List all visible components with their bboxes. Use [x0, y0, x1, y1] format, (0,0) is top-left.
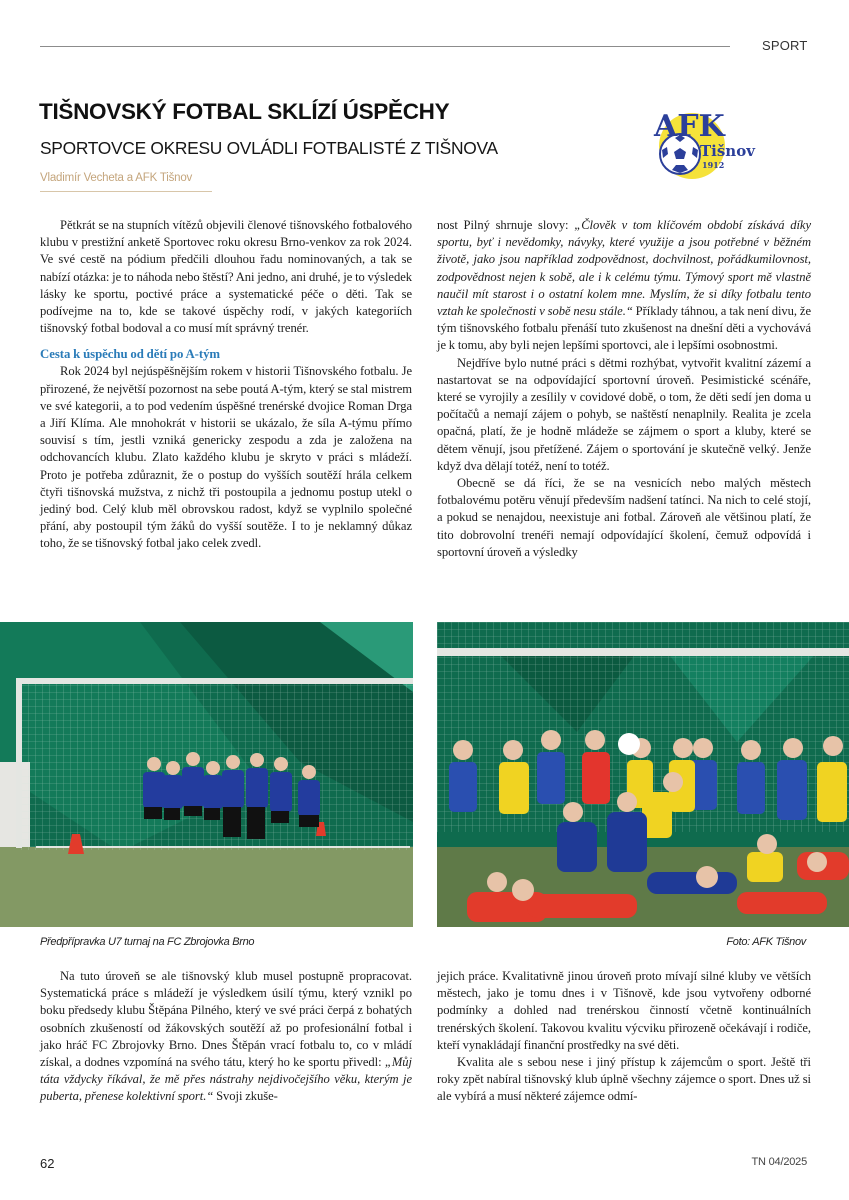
intro-paragraph: Pětkrát se na stupních vítězů objevili členové tišnovského fotbalového klubu v prestižní anketě Sportovec roku okresu Brno-venkov za rok 2024. Ve své cestě na pódium předčili dlouhou řadu nominovaných, a tak se nabízí otázka: je to náhoda nebo štěstí? Ani jedno, ani druhé, je to výsledek lásky ke sportu, poctivé práce a systematické péče o děti. Tak se podívejme na to, kde se takové úspěchy rodí, v jakých kategoriích tišnovský fotbal bodoval a co musí mít správný trenér. — [40, 218, 412, 336]
photo-group-celebration — [437, 622, 849, 927]
column-2 — [437, 217, 811, 561]
photo-credit: Foto: AFK Tišnov — [726, 936, 806, 948]
photo-u7-team — [0, 622, 413, 927]
logo-year: 1912 — [702, 160, 725, 170]
issue-label: TN 04/2025 — [751, 1156, 807, 1168]
body-paragraph: Obecně se dá říci, že se na vesnicích nebo malých městech fotbalovému potěru věnují především nadšení tatínci. Na nich to celé stojí, a pokud se nenajdou, neexistuje ani fotbal. Zároveň ale většinou platí, že tito dobrovolní trenéři nemají odpovídající školení, čemuž odpovídá i sportovní úroveň a výsledky — [437, 476, 811, 559]
column-4 — [437, 968, 811, 1106]
body-paragraph: Rok 2024 byl nejúspěšnějším rokem v historii Tišnovského fotbalu. Je přirozené, že největší pozornost na sebe poutá A-tým, který se stal mistrem ve své kategorii, a to pod vedením úspěšné trenérské dvojice Roman Drga a Jiří Klíma. Ale mnohokrát v historii se ukázalo, že síla A-týmu přímo souvisí s tím, jestli vzniká genericky zespodu a zda je založena na odchovancích klubu. Zlato každého klubu je skryto v práci s mládeží. Proto je potřeba zdůraznit, že o postup do vyšších soutěží hrála celkem čtyři tišnovská mužstva, z nichž tři postoupila a jednomu postup utekl o jediný bod. Celý klub měl obrovskou radost, když se vyplnilo společné přání, aby postoupil tým žáků do vyšší soutěže. I to je neklamný důkaz toho, že se tišnovský fotbal jako celek zvedl. — [40, 364, 412, 551]
body-paragraph — [437, 217, 811, 355]
column-3 — [40, 968, 412, 1106]
body-paragraph: Nejdříve bylo nutné práci s dětmi rozhýbat, vytvořit kvalitní zázemí a nastartovat se na odpovídající sportovní úroveň. Pesimistické scénáře, které se vyrojily a zesílily v covidové době, o tom, že děti sedí jen doma u počítačů a nemají zájem o pohyb, se naštěstí nenaplnily. Realita je zcela opačná, platí, že je hodně mládeže se zájmem o sport a kluby, které se dětem věnují, jsou přetížené. Zájem o sportování je skutečně velký. Jenže když dva dělají totéž, není to totéž. — [437, 355, 811, 473]
logo-name: Tišnov — [700, 142, 755, 160]
article-author: Vladimír Vecheta a AFK Tišnov — [40, 172, 193, 184]
photo-caption: Předpřípravka U7 turnaj na FC Zbrojovka Brno — [40, 936, 255, 948]
body-paragraph: jejich práce. Kvalitativně jinou úroveň proto mívají silné kluby ve větších městech, jako je tomu dnes i v Tišnově, kde jsou vytvořeny odborné podmínky a dohled nad trenérskou činností včetně kontinuálních trenérských školení. Takovou kvalitu výcviku přirozeně očekávají i rodiče, kteří vynakládají finanční prostředky na své děti. — [437, 969, 811, 1052]
text-run: Svoji zkuše- — [213, 1089, 278, 1104]
text-run: Příklady táhnou, a tak není divu, že tým tišnovského fotbalu přenáší tuto zkušenost na dnešní děti a vychovává je k tomu, aby byli nejen lepšími sportovci, ale i lepšími osobnostmi. — [437, 304, 811, 353]
body-paragraph: Kvalita ale s sebou nese i jiný přístup k zájemcům o sport. Ještě tři roky zpět nabíral tišnovský klub úplně všechny zájemce o sport. Dnes už si ale vybírá a musí některé zájemce odmí- — [437, 1055, 811, 1104]
section-heading: Cesta k úspěchu od dětí po A-tým — [40, 347, 221, 362]
quote: „Můj táta vždycky říkával, že mě přes nástrahy nejdivočejšího věku, kterým je puberta, přenese kolektivní sport.“ — [40, 1055, 412, 1104]
text-run: Na tuto úroveň se ale tišnovský klub musel postupně propracovat. Systematická práce s mládeží je výsledkem úsilí týmu, který vznikl po boku předsedy klubu Štěpána Pilného, který ve své práci čerpá z bohatých osobních zkušeností od žákovských soutěží až po profesionální fotbal i jako hráč FC Zbrojovky Brno. Dnes Štěpán vrací fotbalu to, co v mládí získal, a dodnes vzpomíná na svého tátu, který ho ke sportu přivedl: — [40, 969, 412, 1070]
section-label: SPORT — [762, 38, 808, 53]
quote: „Člověk v tom klíčovém období získává díky sportu, byť i nevědomky, návyky, které využije a jsou potřebné v běžném životě, jako jsou například zodpovědnost, dochvilnost, pořádkumilovnost, zodpovědnost nejen k sobě, ale i k celému týmu. Týmový sport mě vlastně naučil mít starost i o ostatní kolem mne. Myslím, že si díky fotbalu tento vztah ke společnosti v sobě nesu stále.“ — [437, 218, 811, 319]
text-run: nost Pilný shrnuje slovy: — [437, 218, 575, 232]
article-subtitle: SPORTOVCE OKRESU OVLÁDLI FOTBALISTÉ Z TIŠNOVA — [40, 138, 498, 158]
article-title: TIŠNOVSKÝ FOTBAL SKLÍZÍ ÚSPĚCHY — [39, 99, 450, 124]
header-rule — [40, 46, 730, 47]
page-number: 62 — [40, 1156, 55, 1171]
column-1 — [40, 217, 412, 553]
football-icon — [618, 733, 640, 755]
afk-tisnov-logo — [640, 92, 770, 182]
author-rule — [40, 191, 212, 192]
logo-letters: AFK — [654, 109, 725, 144]
body-paragraph — [40, 968, 412, 1106]
